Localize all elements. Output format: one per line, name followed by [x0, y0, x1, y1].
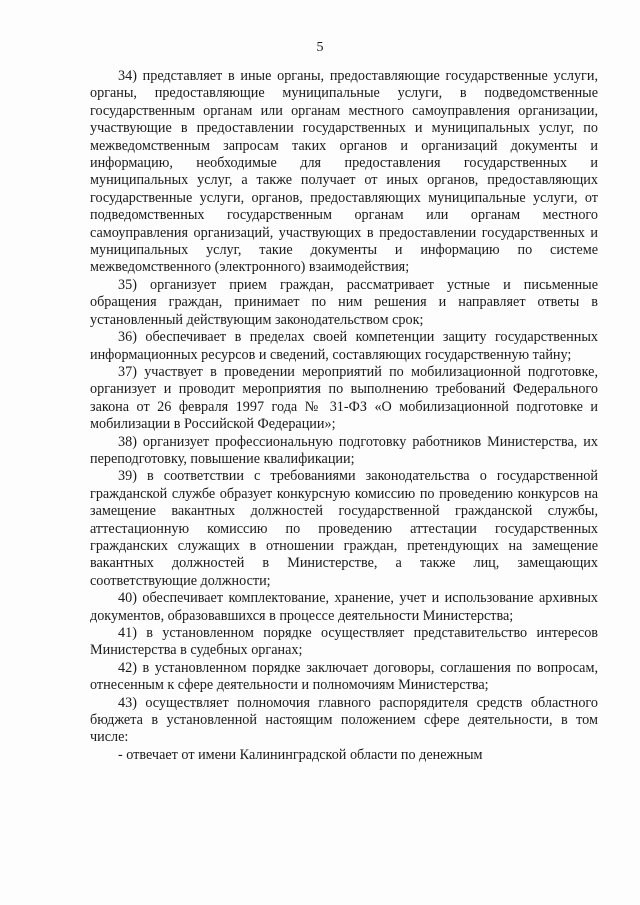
paragraph-35: 35) организует прием граждан, рассматривает устные и письменные обращения граждан, принимает по ним решения и направляет ответы в установленный действующим законодательством срок;	[90, 276, 598, 328]
paragraph-41: 41) в установленном порядке осуществляет представительство интересов Министерства в судебных органах;	[90, 625, 598, 659]
paragraph-39: 39) в соответствии с требованиями законодательства о государственной гражданской службе образует конкурсную комиссию по проведению конкурсов на замещение вакантных должностей государственной гражданской службы, аттестационную комиссию по проведению аттестации государственных гражданских служащих в отношении граждан, претендующих на замещение вакантных должностей в Министерстве, а также лиц, замещающих соответствующие должности;	[90, 468, 598, 589]
paragraph-34: 34) представляет в иные органы, предоставляющие государственные услуги, органы, предоставляющие муниципальные услуги, в подведомственные государственным органам или органам местного самоуправления организации, участвующие в предоставлении государственных и муниципальных услуг, по межведомственным запросам таких органов и организаций документы и информацию, необходимые для предоставления государственных и муниципальных услуг, а также получает от иных органов, предоставляющих государственные услуги, органов, предоставляющих муниципальные услуги, от подведомственных государственным органам или органам местного самоуправления организаций, участвующих в предоставлении государственных и муниципальных услуг, такие документы и информацию по системе межведомственного (электронного) взаимодействия;	[90, 68, 598, 276]
document-body	[90, 68, 598, 764]
paragraph-36: 36) обеспечивает в пределах своей компетенции защиту государственных информационных ресурсов и сведений, составляющих государственную тайну;	[90, 329, 598, 363]
page-number: 5	[316, 40, 324, 55]
paragraph-38: 38) организует профессиональную подготовку работников Министерства, их переподготовку, повышение квалификации;	[90, 433, 598, 467]
paragraph-43: 43) осуществляет полномочия главного распорядителя средств областного бюджета в установленной настоящим положением сфере деятельности, в том числе:	[90, 694, 598, 746]
paragraph-37: 37) участвует в проведении мероприятий по мобилизационной подготовке, организует и проводит мероприятия по выполнению требований Федерального закона от 26 февраля 1997 года № 31-ФЗ «О мобилизационной подготовке и мобилизации в Российской Федерации»;	[90, 363, 598, 433]
paragraph-42: 42) в установленном порядке заключает договоры, соглашения по вопросам, отнесенным к сфере деятельности и полномочиям Министерства;	[90, 659, 598, 694]
dash-list-item: - отвечает от имени Калининградской области по денежным	[118, 746, 483, 763]
paragraph-40: 40) обеспечивает комплектование, хранение, учет и использование архивных документов, образовавшихся в процессе деятельности Министерства;	[90, 590, 598, 624]
